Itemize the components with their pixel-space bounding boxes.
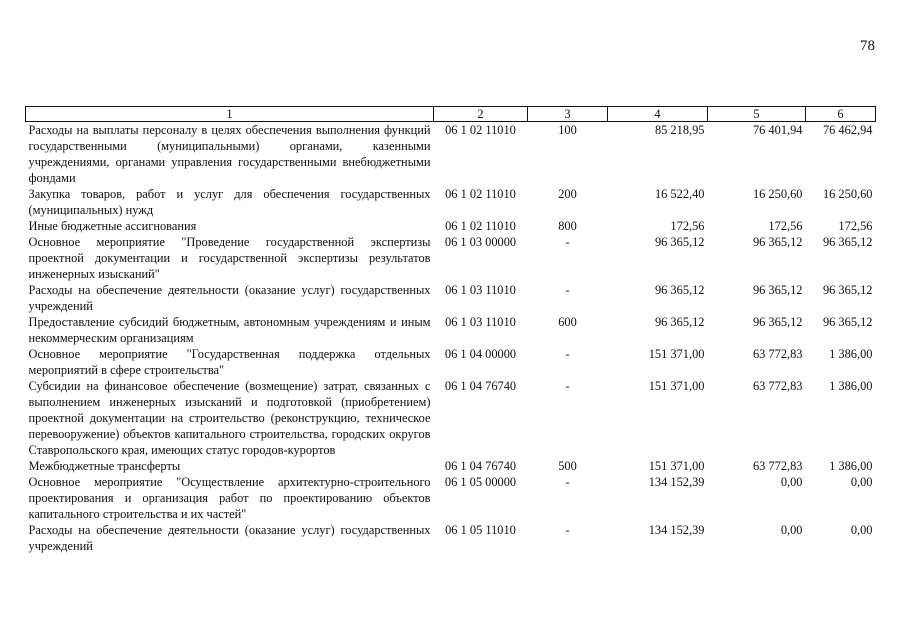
column-header-code: 2: [434, 107, 528, 122]
row-name: Основное мероприятие "Государственная поддержка отдельных мероприятий в сфере строительства": [28, 347, 431, 377]
column-header-value-1: 4: [608, 107, 708, 122]
row-value-3: 96 365,12: [822, 235, 873, 249]
row-expense-type: 600: [558, 315, 577, 329]
row-value-1: 96 365,12: [654, 315, 705, 329]
row-value-2: 76 401,94: [752, 123, 803, 137]
row-value-1: 16 522,40: [654, 187, 705, 201]
row-value-1: 151 371,00: [648, 459, 705, 473]
row-code: 06 1 03 11010: [445, 283, 516, 297]
row-value-1: 151 371,00: [648, 379, 705, 393]
row-expense-type: -: [565, 235, 570, 249]
row-value-3: 172,56: [838, 219, 873, 233]
row-value-3: 96 365,12: [822, 315, 873, 329]
row-value-1: 172,56: [670, 219, 705, 233]
row-value-2: 63 772,83: [752, 459, 803, 473]
row-value-1: 151 371,00: [648, 347, 705, 361]
table-row: [26, 458, 876, 474]
row-value-2: 96 365,12: [752, 315, 803, 329]
row-value-3: 1 386,00: [829, 459, 873, 473]
row-expense-type: -: [565, 523, 570, 537]
row-name: Основное мероприятие "Осуществление архитектурно-строительного проектирования и организация работ по проектированию объектов капитального строительства и их частей": [28, 475, 431, 521]
row-code: 06 1 04 00000: [444, 347, 517, 361]
row-name: Субсидии на финансовое обеспечение (возмещение) затрат, связанных с выполнением инженерных изысканий и подготовкой (приобретением) проектной документации на строительство (реконструкцию, техническое перевооружение) объектов капитального строительства, городских округов Ставропольского края, имеющих статус городов-курортов: [28, 379, 431, 457]
column-header-name: 1: [26, 107, 434, 122]
column-header-value-3: 6: [806, 107, 876, 122]
row-code: 06 1 02 11010: [445, 123, 516, 137]
row-value-1: 96 365,12: [654, 235, 705, 249]
row-expense-type: 200: [558, 187, 577, 201]
row-value-1: 134 152,39: [648, 475, 705, 489]
row-expense-type: 500: [558, 459, 577, 473]
row-code: 06 1 05 11010: [445, 523, 516, 537]
row-code: 06 1 03 00000: [444, 235, 517, 249]
table-row: [26, 122, 876, 187]
row-value-2: 172,56: [768, 219, 803, 233]
table-row: [26, 218, 876, 234]
row-value-2: 63 772,83: [752, 379, 803, 393]
row-value-3: 0,00: [850, 523, 873, 537]
row-value-2: 0,00: [780, 523, 803, 537]
row-value-2: 16 250,60: [752, 187, 803, 201]
row-value-2: 96 365,12: [752, 283, 803, 297]
row-value-3: 76 462,94: [822, 123, 873, 137]
table-header-row: [26, 107, 876, 122]
row-expense-type: -: [565, 347, 570, 361]
row-code: 06 1 02 11010: [445, 187, 516, 201]
row-name: Закупка товаров, работ и услуг для обеспечения государственных (муниципальных) нужд: [28, 187, 431, 217]
row-code: 06 1 04 76740: [444, 379, 517, 393]
table-row: [26, 234, 876, 282]
row-value-3: 0,00: [850, 475, 873, 489]
page-number: 78: [860, 38, 875, 54]
table-row: [26, 282, 876, 314]
table-row: [26, 346, 876, 378]
row-value-2: 0,00: [780, 475, 803, 489]
row-expense-type: 800: [558, 219, 577, 233]
row-code: 06 1 05 00000: [444, 475, 517, 489]
column-header-type: 3: [528, 107, 608, 122]
row-name: Иные бюджетные ассигнования: [28, 219, 197, 233]
row-expense-type: 100: [558, 123, 577, 137]
row-name: Основное мероприятие "Проведение государственной экспертизы проектной документации и государственной экспертизы результатов инженерных изысканий": [28, 235, 431, 281]
row-value-2: 96 365,12: [752, 235, 803, 249]
row-name: Предоставление субсидий бюджетным, автономным учреждениям и иным некоммерческим организациям: [28, 315, 431, 345]
row-value-3: 96 365,12: [822, 283, 873, 297]
row-name: Расходы на обеспечение деятельности (оказание услуг) государственных учреждений: [28, 523, 431, 553]
row-value-2: 63 772,83: [752, 347, 803, 361]
table-row: [26, 522, 876, 554]
table-row: [26, 314, 876, 346]
table-row: [26, 474, 876, 522]
row-expense-type: -: [565, 379, 570, 393]
budget-table: [25, 106, 876, 554]
row-value-3: 1 386,00: [829, 379, 873, 393]
row-name: Межбюджетные трансферты: [28, 459, 181, 473]
row-name: Расходы на обеспечение деятельности (оказание услуг) государственных учреждений: [28, 283, 431, 313]
row-value-1: 85 218,95: [654, 123, 705, 137]
column-header-value-2: 5: [708, 107, 806, 122]
row-code: 06 1 04 76740: [444, 459, 517, 473]
row-expense-type: -: [565, 283, 570, 297]
table-row: [26, 378, 876, 458]
row-code: 06 1 03 11010: [445, 315, 516, 329]
row-value-1: 134 152,39: [648, 523, 705, 537]
row-value-3: 1 386,00: [829, 347, 873, 361]
row-value-3: 16 250,60: [822, 187, 873, 201]
row-code: 06 1 02 11010: [445, 219, 516, 233]
table-row: [26, 186, 876, 218]
row-value-1: 96 365,12: [654, 283, 705, 297]
row-expense-type: -: [565, 475, 570, 489]
row-name: Расходы на выплаты персоналу в целях обеспечения выполнения функций государственными (муниципальными) органами, казенными учреждениями, органами управления государственными внебюджетными фондами: [28, 123, 431, 185]
